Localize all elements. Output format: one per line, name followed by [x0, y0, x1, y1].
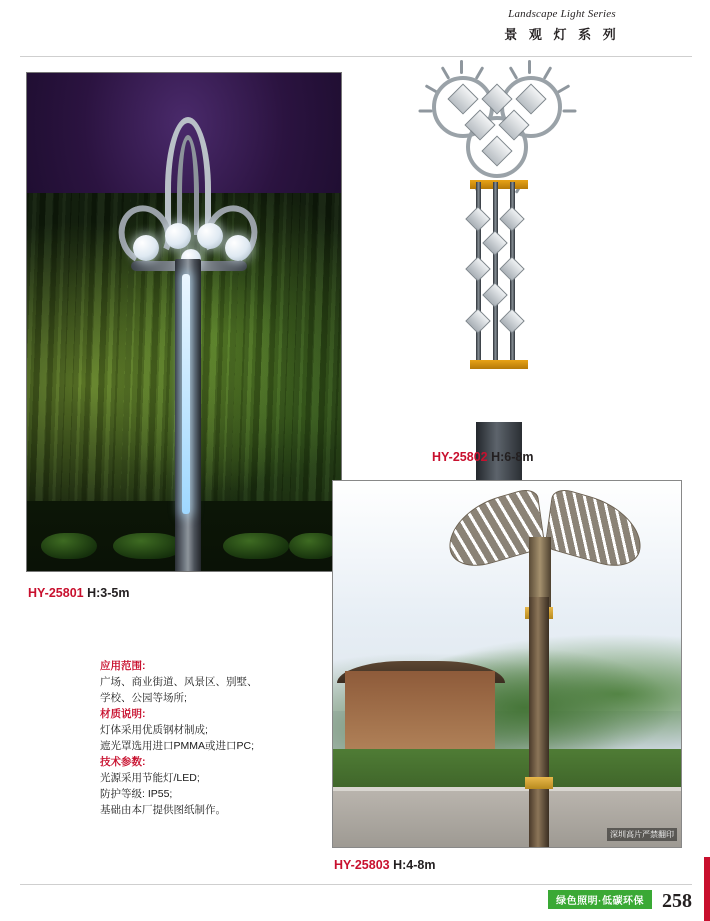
- spec-technical-line-3: 基础由本厂提供图纸制作。: [100, 804, 226, 816]
- knot-ray: [441, 66, 451, 80]
- knot-ray: [460, 60, 463, 74]
- lamp-globe: [197, 223, 223, 249]
- column-node: [499, 308, 524, 333]
- spec-scope-title: 应用范围:: [100, 660, 146, 672]
- product-illustration-hy-25802: [408, 62, 588, 442]
- column-node: [465, 206, 490, 231]
- lamp-leaf-right: [545, 486, 646, 574]
- knot-ray: [528, 60, 531, 74]
- knot-ray: [475, 66, 485, 80]
- product-photo-hy-25801: [26, 72, 342, 572]
- spec-material-line-2: 遮光罩选用进口PMMA或进口PC;: [100, 740, 255, 752]
- column-node: [499, 256, 524, 281]
- spec-scope-line-1: 广场、商业街道、风景区、别墅、: [100, 676, 258, 688]
- photo-watermark: 深圳高片严禁翻印: [607, 828, 677, 841]
- spec-scope-line-2: 学校、公园等场所;: [100, 692, 187, 704]
- knot-ray: [509, 66, 519, 80]
- lamp-globe: [225, 235, 251, 261]
- column-node: [465, 308, 490, 333]
- spec-material-title: 材质说明:: [100, 708, 146, 720]
- lamp-post: [529, 597, 549, 847]
- column-node: [499, 206, 524, 231]
- lamp-collar-lower: [525, 777, 553, 789]
- lamp-light-strip: [182, 274, 190, 514]
- knot-ray: [419, 110, 433, 113]
- column-node: [482, 230, 507, 255]
- footer-green-badge: 绿色照明·低碳环保: [548, 890, 652, 909]
- footer-divider: [20, 884, 692, 885]
- page-header: [432, 8, 692, 43]
- lamp-globe: [133, 235, 159, 261]
- header-divider: [20, 56, 692, 57]
- column-rail: [493, 182, 498, 362]
- chinese-knot-lamp-head: [422, 62, 572, 192]
- spec-material-line-1: 灯体采用优质钢材制成;: [100, 724, 208, 736]
- header-english-title: Landscape Light Series: [508, 8, 616, 20]
- landscape-lamp-illustration: [113, 109, 263, 572]
- header-chinese-title: 景 观 灯 系 列: [504, 27, 620, 42]
- caption-hy-25802: HY-25802 H:6-8m: [432, 450, 534, 464]
- knot-ray: [543, 66, 553, 80]
- palm-style-lamp-illustration: [451, 480, 651, 837]
- page-edge-marker: [704, 857, 710, 921]
- column-node: [482, 282, 507, 307]
- product-photo-hy-25803: [332, 480, 682, 848]
- specification-block: [100, 658, 330, 818]
- photo-shrub: [41, 533, 97, 559]
- spec-technical-line-1: 光源采用节能灯/LED;: [100, 772, 200, 784]
- spec-technical-title: 技术参数:: [100, 756, 146, 768]
- lamp-gold-band-bottom: [470, 360, 528, 369]
- caption-hy-25801: HY-25801 H:3-5m: [28, 586, 130, 600]
- lamp-globe: [165, 223, 191, 249]
- knot-ray: [563, 110, 577, 113]
- column-node: [465, 256, 490, 281]
- spec-technical-line-2: 防护等级: IP55;: [100, 788, 173, 800]
- caption-hy-25803: HY-25803 H:4-8m: [334, 858, 436, 872]
- lamp-column-assembly: [472, 182, 524, 362]
- page-number: 258: [662, 890, 692, 912]
